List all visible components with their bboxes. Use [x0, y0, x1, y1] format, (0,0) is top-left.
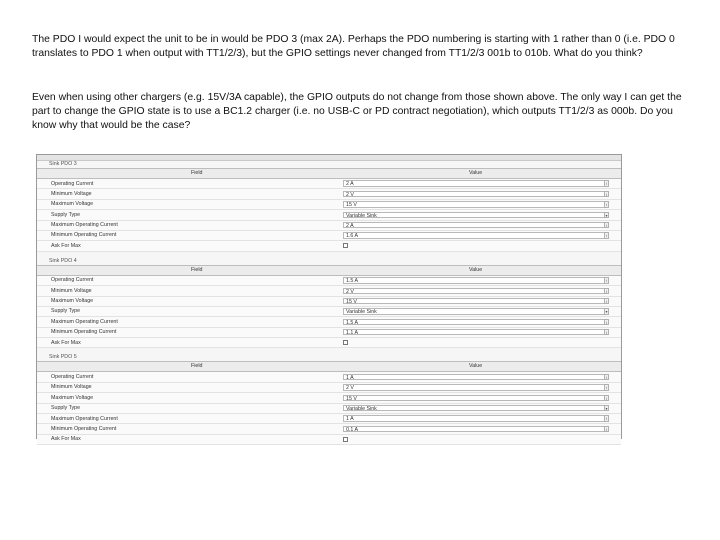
value-input[interactable]: 15 V: [343, 298, 605, 304]
spinner-icon[interactable]: ↕: [605, 385, 608, 391]
table-row: [37, 424, 621, 434]
spinner-icon[interactable]: ↕: [605, 374, 608, 380]
field-label: Ask For Max: [51, 242, 81, 249]
value-input[interactable]: 2 A: [343, 180, 605, 186]
supply-type-select[interactable]: Variable Sink: [343, 308, 605, 314]
spinner-icon[interactable]: ↕: [605, 233, 608, 239]
table-row: [37, 404, 621, 414]
value-input[interactable]: 1 A: [343, 415, 605, 421]
table-row: [37, 393, 621, 403]
table-row: [37, 276, 621, 286]
field-column-header: Field: [191, 266, 203, 273]
field-label: Minimum Voltage: [51, 384, 92, 391]
value-input[interactable]: 2 A: [343, 222, 605, 228]
spinner-icon[interactable]: ↕: [605, 298, 608, 304]
table-row: [37, 286, 621, 296]
field-label: Supply Type: [51, 211, 81, 218]
field-label: Operating Current: [51, 277, 94, 284]
field-label: Maximum Operating Current: [51, 222, 118, 229]
value-column-header: Value: [469, 266, 483, 273]
field-label: Operating Current: [51, 180, 94, 187]
table-header: [37, 168, 621, 179]
field-label: Maximum Voltage: [51, 298, 94, 305]
table-row: [37, 338, 621, 348]
table-header: [37, 265, 621, 276]
section-title: Sink PDO 5: [49, 354, 77, 361]
paragraph-1: The PDO I would expect the unit to be in would be PDO 3 (max 2A). Perhaps the PDO numbering is starting with 1 rather than 0 (i.e. PDO 0 translates to PDO 1 when output with TT1/2/3), but the GPIO settings never changed from TT1/2/3 001b to 010b. What do you think?: [32, 34, 675, 60]
pdo-section: [37, 161, 621, 252]
table-row: [37, 241, 621, 251]
table-row: [37, 189, 621, 199]
dropdown-arrow-icon[interactable]: ▾: [605, 309, 608, 315]
table-header: [37, 361, 621, 372]
field-label: Ask For Max: [51, 339, 81, 346]
table-row: [37, 328, 621, 338]
field-label: Minimum Operating Current: [51, 329, 117, 336]
embedded-screenshot: [36, 154, 622, 443]
table-row: [37, 200, 621, 210]
field-label: Maximum Voltage: [51, 394, 94, 401]
spinner-icon[interactable]: ↕: [605, 319, 608, 325]
table-row: [37, 210, 621, 220]
dropdown-arrow-icon[interactable]: ▾: [605, 212, 608, 218]
value-input[interactable]: 1.6 A: [343, 232, 605, 238]
value-input[interactable]: 1.5 A: [343, 277, 605, 283]
table-row: [37, 414, 621, 424]
spinner-icon[interactable]: ↕: [605, 278, 608, 284]
spinner-icon[interactable]: ↕: [605, 181, 608, 187]
field-label: Maximum Operating Current: [51, 415, 118, 422]
spinner-icon[interactable]: ↕: [605, 395, 608, 401]
supply-type-select[interactable]: Variable Sink: [343, 405, 605, 411]
table-row: [37, 179, 621, 189]
value-input[interactable]: 15 V: [343, 201, 605, 207]
pdo-section: [37, 258, 621, 349]
field-label: Minimum Voltage: [51, 287, 92, 294]
value-input[interactable]: 1.1 A: [343, 329, 605, 335]
field-label: Ask For Max: [51, 436, 81, 443]
supply-type-select[interactable]: Variable Sink: [343, 212, 605, 218]
field-column-header: Field: [191, 363, 203, 370]
value-input[interactable]: 15 V: [343, 395, 605, 401]
table-row: [37, 297, 621, 307]
value-input[interactable]: 1.5 A: [343, 319, 605, 325]
value-input[interactable]: 2 V: [343, 191, 605, 197]
value-input[interactable]: 1 A: [343, 374, 605, 380]
table-row: [37, 307, 621, 317]
value-input[interactable]: 0.1 A: [343, 426, 605, 432]
spinner-icon[interactable]: ↕: [605, 426, 608, 432]
value-column-header: Value: [469, 363, 483, 370]
spinner-icon[interactable]: ↕: [605, 222, 608, 228]
ask-for-max-checkbox[interactable]: [343, 340, 348, 345]
field-column-header: Field: [191, 170, 203, 176]
spinner-icon[interactable]: ↕: [605, 191, 608, 197]
dropdown-arrow-icon[interactable]: ▾: [605, 406, 608, 412]
pdo-sections: [37, 161, 621, 445]
field-label: Supply Type: [51, 308, 81, 315]
pdo-section: [37, 354, 621, 445]
table-row: [37, 372, 621, 382]
field-label: Supply Type: [51, 405, 81, 412]
table-row: [37, 383, 621, 393]
ask-for-max-checkbox[interactable]: [343, 243, 348, 248]
table-row: [37, 435, 621, 445]
value-column-header: Value: [469, 170, 483, 176]
field-label: Minimum Operating Current: [51, 425, 117, 432]
field-label: Maximum Voltage: [51, 201, 94, 208]
section-title: Sink PDO 3: [49, 161, 77, 167]
spinner-icon[interactable]: ↕: [605, 202, 608, 208]
field-label: Maximum Operating Current: [51, 318, 118, 325]
field-label: Operating Current: [51, 373, 94, 380]
paragraph-2: Even when using other chargers (e.g. 15V/3A capable), the GPIO outputs do not change from those shown above. The only way I can get the part to change the GPIO state is to use a BC1.2 charger (i.e. no USB-C or PD contract negotiation), which outputs TT1/2/3 as 000b. Do you know why that would be the case?: [32, 92, 682, 132]
spinner-icon[interactable]: ↕: [605, 288, 608, 294]
table-row: [37, 231, 621, 241]
section-title: Sink PDO 4: [49, 257, 77, 264]
table-row: [37, 221, 621, 231]
value-input[interactable]: 2 V: [343, 288, 605, 294]
ask-for-max-checkbox[interactable]: [343, 437, 348, 442]
spinner-icon[interactable]: ↕: [605, 416, 608, 422]
field-label: Minimum Voltage: [51, 190, 92, 197]
value-input[interactable]: 2 V: [343, 384, 605, 390]
spinner-icon[interactable]: ↕: [605, 330, 608, 336]
table-row: [37, 317, 621, 327]
field-label: Minimum Operating Current: [51, 232, 117, 239]
